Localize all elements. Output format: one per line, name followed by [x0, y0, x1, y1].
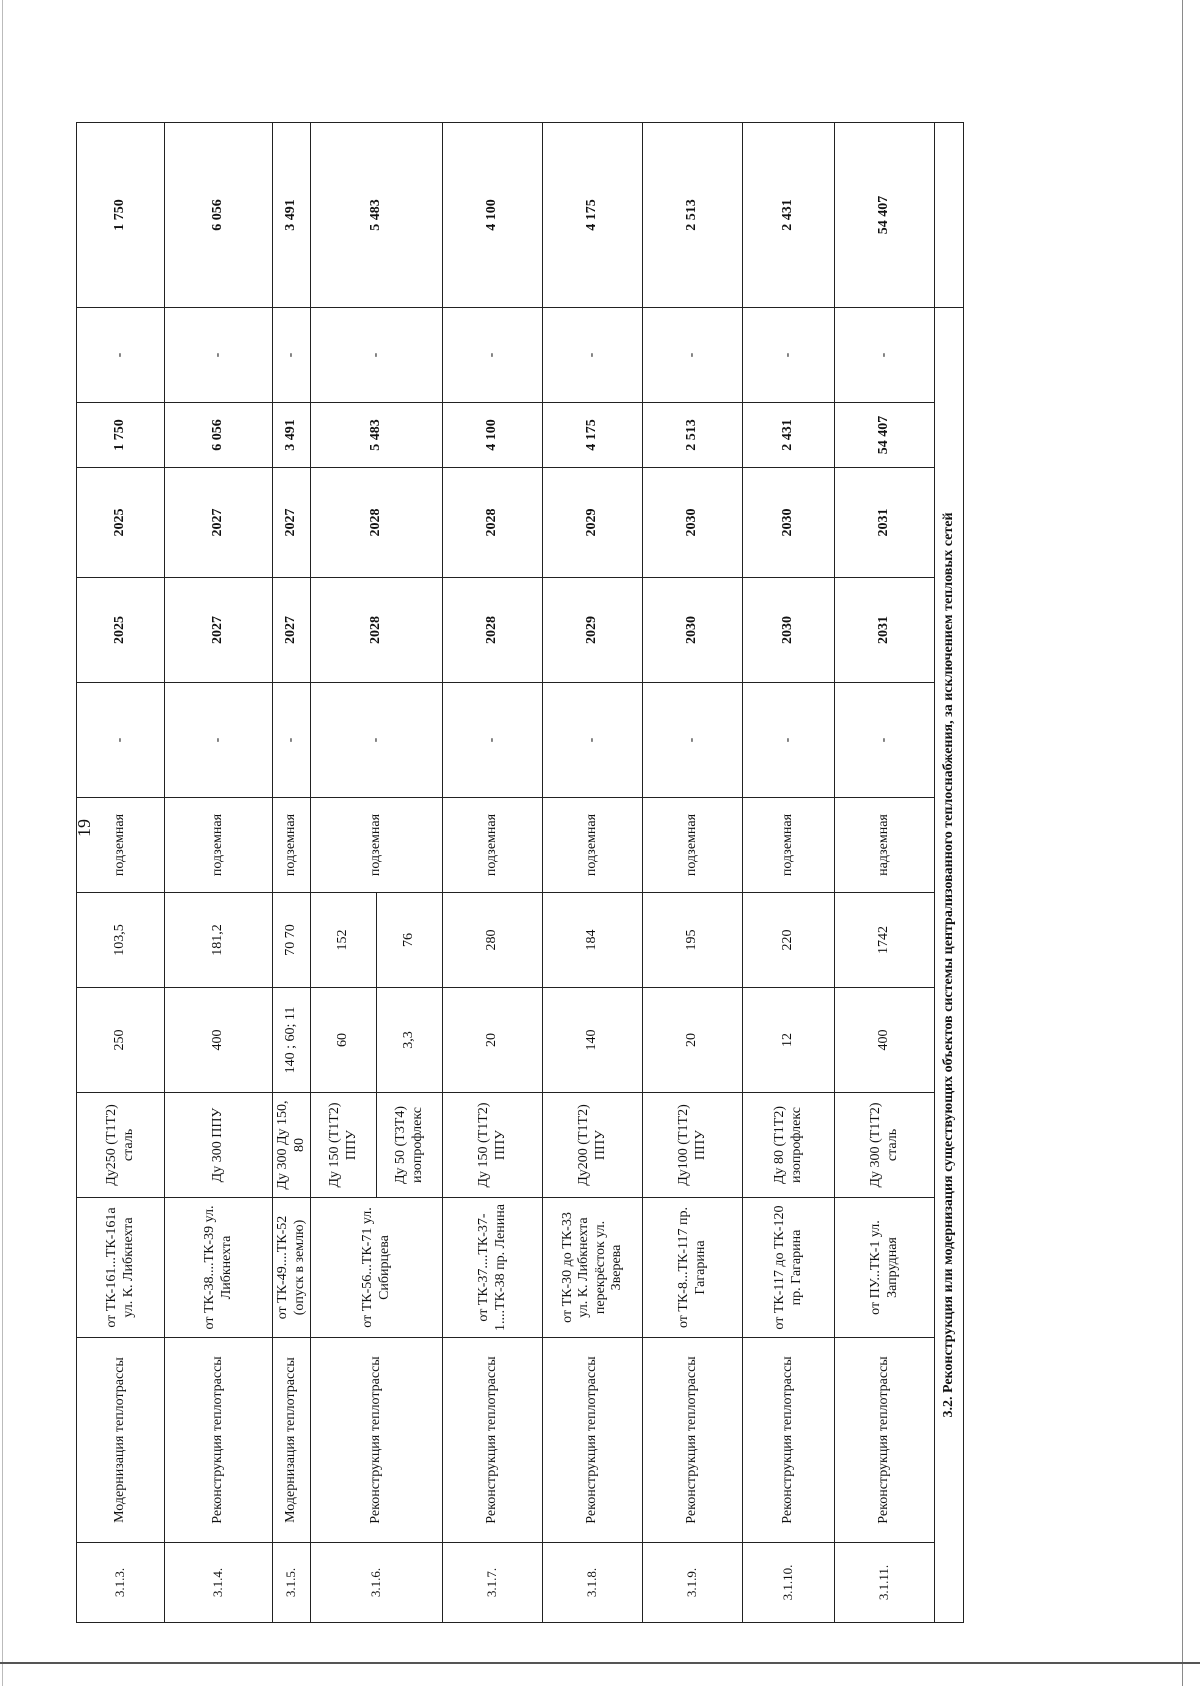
- cell-pipe: Ду 50 (Т3Т4) изопрофлекс: [377, 1093, 443, 1198]
- cell-number: 3.1.5.: [273, 1543, 311, 1623]
- cell-laying: подземная: [273, 798, 311, 893]
- cell-event: Реконструкция теплотрассы: [643, 1338, 743, 1543]
- cell-dash: -: [165, 308, 273, 403]
- cell-dash: -: [443, 308, 543, 403]
- cell-length: 20: [643, 988, 743, 1093]
- cell-blank: -: [311, 683, 443, 798]
- cell-cost: 4 175: [543, 403, 643, 468]
- cell-pipe: Ду 300 ППУ: [165, 1093, 273, 1198]
- cell-cost: 2 513: [643, 403, 743, 468]
- cell-start-year: 2030: [643, 578, 743, 683]
- cell-event: Реконструкция теплотрассы: [835, 1338, 935, 1543]
- cell-event: Реконструкция теплотрассы: [543, 1338, 643, 1543]
- cell-laying: надземная: [835, 798, 935, 893]
- cell-segment: от ПУ...ТК-1 ул. Запрудная: [835, 1198, 935, 1338]
- cell-start-year: 2031: [835, 578, 935, 683]
- cell-segment: от ТК-37....ТК-37-1....ТК-38 пр. Ленина: [443, 1198, 543, 1338]
- cell-pipe: Ду 150 (Т1Т2) ППУ: [311, 1093, 377, 1198]
- cell-pipe: Ду 80 (Т1Т2) изопрофлекс: [743, 1093, 835, 1198]
- cell-number: 3.1.10.: [743, 1543, 835, 1623]
- section-heading: 3.2. Реконструкция или модернизация существующих объектов системы централизованного теплоснабжения, за исключением тепловых сетей: [935, 308, 964, 1623]
- cell-end-year: 2031: [835, 468, 935, 578]
- cell-dash: -: [273, 308, 311, 403]
- table-row: [643, 123, 743, 1623]
- table-row: [835, 123, 935, 1623]
- cell-number: 3.1.8.: [543, 1543, 643, 1623]
- cell-event: Реконструкция теплотрассы: [165, 1338, 273, 1543]
- cell-segment: от ТК-49....ТК-52 (опуск в землю): [273, 1198, 311, 1338]
- cell-laying: подземная: [165, 798, 273, 893]
- cell-blank: -: [273, 683, 311, 798]
- cell-total: 6 056: [165, 123, 273, 308]
- table-row: [273, 123, 311, 1623]
- table-row: [77, 123, 165, 1623]
- cell-segment: от ТК-30 до ТК-33 ул. К. Либкнехта перекрёсток ул. Зверева: [543, 1198, 643, 1338]
- cell-end-year: 2030: [743, 468, 835, 578]
- cell-pipe: Ду 150 (Т1Т2) ППУ: [443, 1093, 543, 1198]
- cell-end-year: 2027: [165, 468, 273, 578]
- cell-laying: подземная: [743, 798, 835, 893]
- page-number: 19: [74, 819, 94, 837]
- cell-event: Модернизация теплотрассы: [273, 1338, 311, 1543]
- cell-end-year: 2030: [643, 468, 743, 578]
- cell-blank: -: [77, 683, 165, 798]
- cell-total: 54 407: [835, 123, 935, 308]
- cell-length: 400: [165, 988, 273, 1093]
- cell-laying: подземная: [643, 798, 743, 893]
- cell-start-year: 2027: [273, 578, 311, 683]
- cell-length: 400: [835, 988, 935, 1093]
- cell-start-year: 2027: [165, 578, 273, 683]
- cell-end-year: 2027: [273, 468, 311, 578]
- cell-value: 280: [443, 893, 543, 988]
- scan-edge-right: [1182, 0, 1183, 1686]
- cell-dash: -: [311, 308, 443, 403]
- cell-end-year: 2025: [77, 468, 165, 578]
- cell-number: 3.1.11.: [835, 1543, 935, 1623]
- cell-total: 2 431: [743, 123, 835, 308]
- cell-value: 195: [643, 893, 743, 988]
- cell-cost: 2 431: [743, 403, 835, 468]
- cell-number: 3.1.4.: [165, 1543, 273, 1623]
- cell-value: 181,2: [165, 893, 273, 988]
- cell-laying: подземная: [311, 798, 443, 893]
- cell-end-year: 2028: [311, 468, 443, 578]
- cell-pipe: Ду 300 Ду 150, 80: [273, 1093, 311, 1198]
- cell-cost: 6 056: [165, 403, 273, 468]
- section-empty-cell: [935, 123, 964, 308]
- table-row: [311, 123, 377, 1623]
- cell-cost: 5 483: [311, 403, 443, 468]
- cell-start-year: 2030: [743, 578, 835, 683]
- rotated-page-content: [76, 123, 1086, 1623]
- cell-segment: от ТК-117 до ТК-120 пр. Гагарина: [743, 1198, 835, 1338]
- cell-segment: от ТК-161...ТК-161а ул. К. Либкнехта: [77, 1198, 165, 1338]
- table-row: [165, 123, 273, 1623]
- cell-pipe: Ду200 (Т1Т2) ППУ: [543, 1093, 643, 1198]
- table-row: [443, 123, 543, 1623]
- scan-edge-bottom: [0, 1662, 1200, 1664]
- cell-pipe: Ду100 (Т1Т2) ППУ: [643, 1093, 743, 1198]
- scan-edge-left: [2, 0, 3, 1686]
- cell-laying: подземная: [543, 798, 643, 893]
- cell-total: 3 491: [273, 123, 311, 308]
- cell-length: 140 ; 60; 11: [273, 988, 311, 1093]
- cell-blank: -: [165, 683, 273, 798]
- section-row: [935, 123, 964, 1623]
- projects-table: [76, 122, 964, 1623]
- cell-number: 3.1.3.: [77, 1543, 165, 1623]
- cell-blank: -: [835, 683, 935, 798]
- cell-length: 3,3: [377, 988, 443, 1093]
- cell-value: 1742: [835, 893, 935, 988]
- cell-length: 250: [77, 988, 165, 1093]
- cell-length: 20: [443, 988, 543, 1093]
- cell-number: 3.1.9.: [643, 1543, 743, 1623]
- cell-event: Реконструкция теплотрассы: [311, 1338, 443, 1543]
- cell-dash: -: [643, 308, 743, 403]
- cell-event: Реконструкция теплотрассы: [743, 1338, 835, 1543]
- cell-length: 140: [543, 988, 643, 1093]
- cell-dash: -: [835, 308, 935, 403]
- cell-value: 70 70: [273, 893, 311, 988]
- cell-dash: -: [743, 308, 835, 403]
- cell-blank: -: [743, 683, 835, 798]
- cell-end-year: 2028: [443, 468, 543, 578]
- cell-total: 4 100: [443, 123, 543, 308]
- cell-laying: подземная: [443, 798, 543, 893]
- cell-start-year: 2025: [77, 578, 165, 683]
- cell-blank: -: [543, 683, 643, 798]
- cell-event: Реконструкция теплотрассы: [443, 1338, 543, 1543]
- cell-start-year: 2028: [311, 578, 443, 683]
- cell-value: 103,5: [77, 893, 165, 988]
- cell-segment: от ТК-38....ТК-39 ул. Либкнехта: [165, 1198, 273, 1338]
- cell-cost: 1 750: [77, 403, 165, 468]
- cell-segment: от ТК-8...ТК-117 пр. Гагарина: [643, 1198, 743, 1338]
- cell-total: 5 483: [311, 123, 443, 308]
- cell-value: 184: [543, 893, 643, 988]
- cell-dash: -: [77, 308, 165, 403]
- cell-start-year: 2029: [543, 578, 643, 683]
- cell-total: 1 750: [77, 123, 165, 308]
- cell-total: 2 513: [643, 123, 743, 308]
- cell-value: 152: [311, 893, 377, 988]
- cell-value: 76: [377, 893, 443, 988]
- cell-end-year: 2029: [543, 468, 643, 578]
- table-row: [743, 123, 835, 1623]
- cell-blank: -: [443, 683, 543, 798]
- cell-length: 12: [743, 988, 835, 1093]
- cell-cost: 3 491: [273, 403, 311, 468]
- cell-segment: от ТК-56...ТК-71 ул. Сибирцева: [311, 1198, 443, 1338]
- cell-laying: подземная: [77, 798, 165, 893]
- cell-cost: 4 100: [443, 403, 543, 468]
- cell-dash: -: [543, 308, 643, 403]
- cell-pipe: Ду 300 (Т1Т2) сталь: [835, 1093, 935, 1198]
- cell-number: 3.1.7.: [443, 1543, 543, 1623]
- cell-length: 60: [311, 988, 377, 1093]
- cell-number: 3.1.6.: [311, 1543, 443, 1623]
- cell-cost: 54 407: [835, 403, 935, 468]
- cell-value: 220: [743, 893, 835, 988]
- table-row: [543, 123, 643, 1623]
- cell-total: 4 175: [543, 123, 643, 308]
- cell-start-year: 2028: [443, 578, 543, 683]
- cell-pipe: Ду250 (Т1Т2) сталь: [77, 1093, 165, 1198]
- cell-blank: -: [643, 683, 743, 798]
- cell-event: Модернизация теплотрассы: [77, 1338, 165, 1543]
